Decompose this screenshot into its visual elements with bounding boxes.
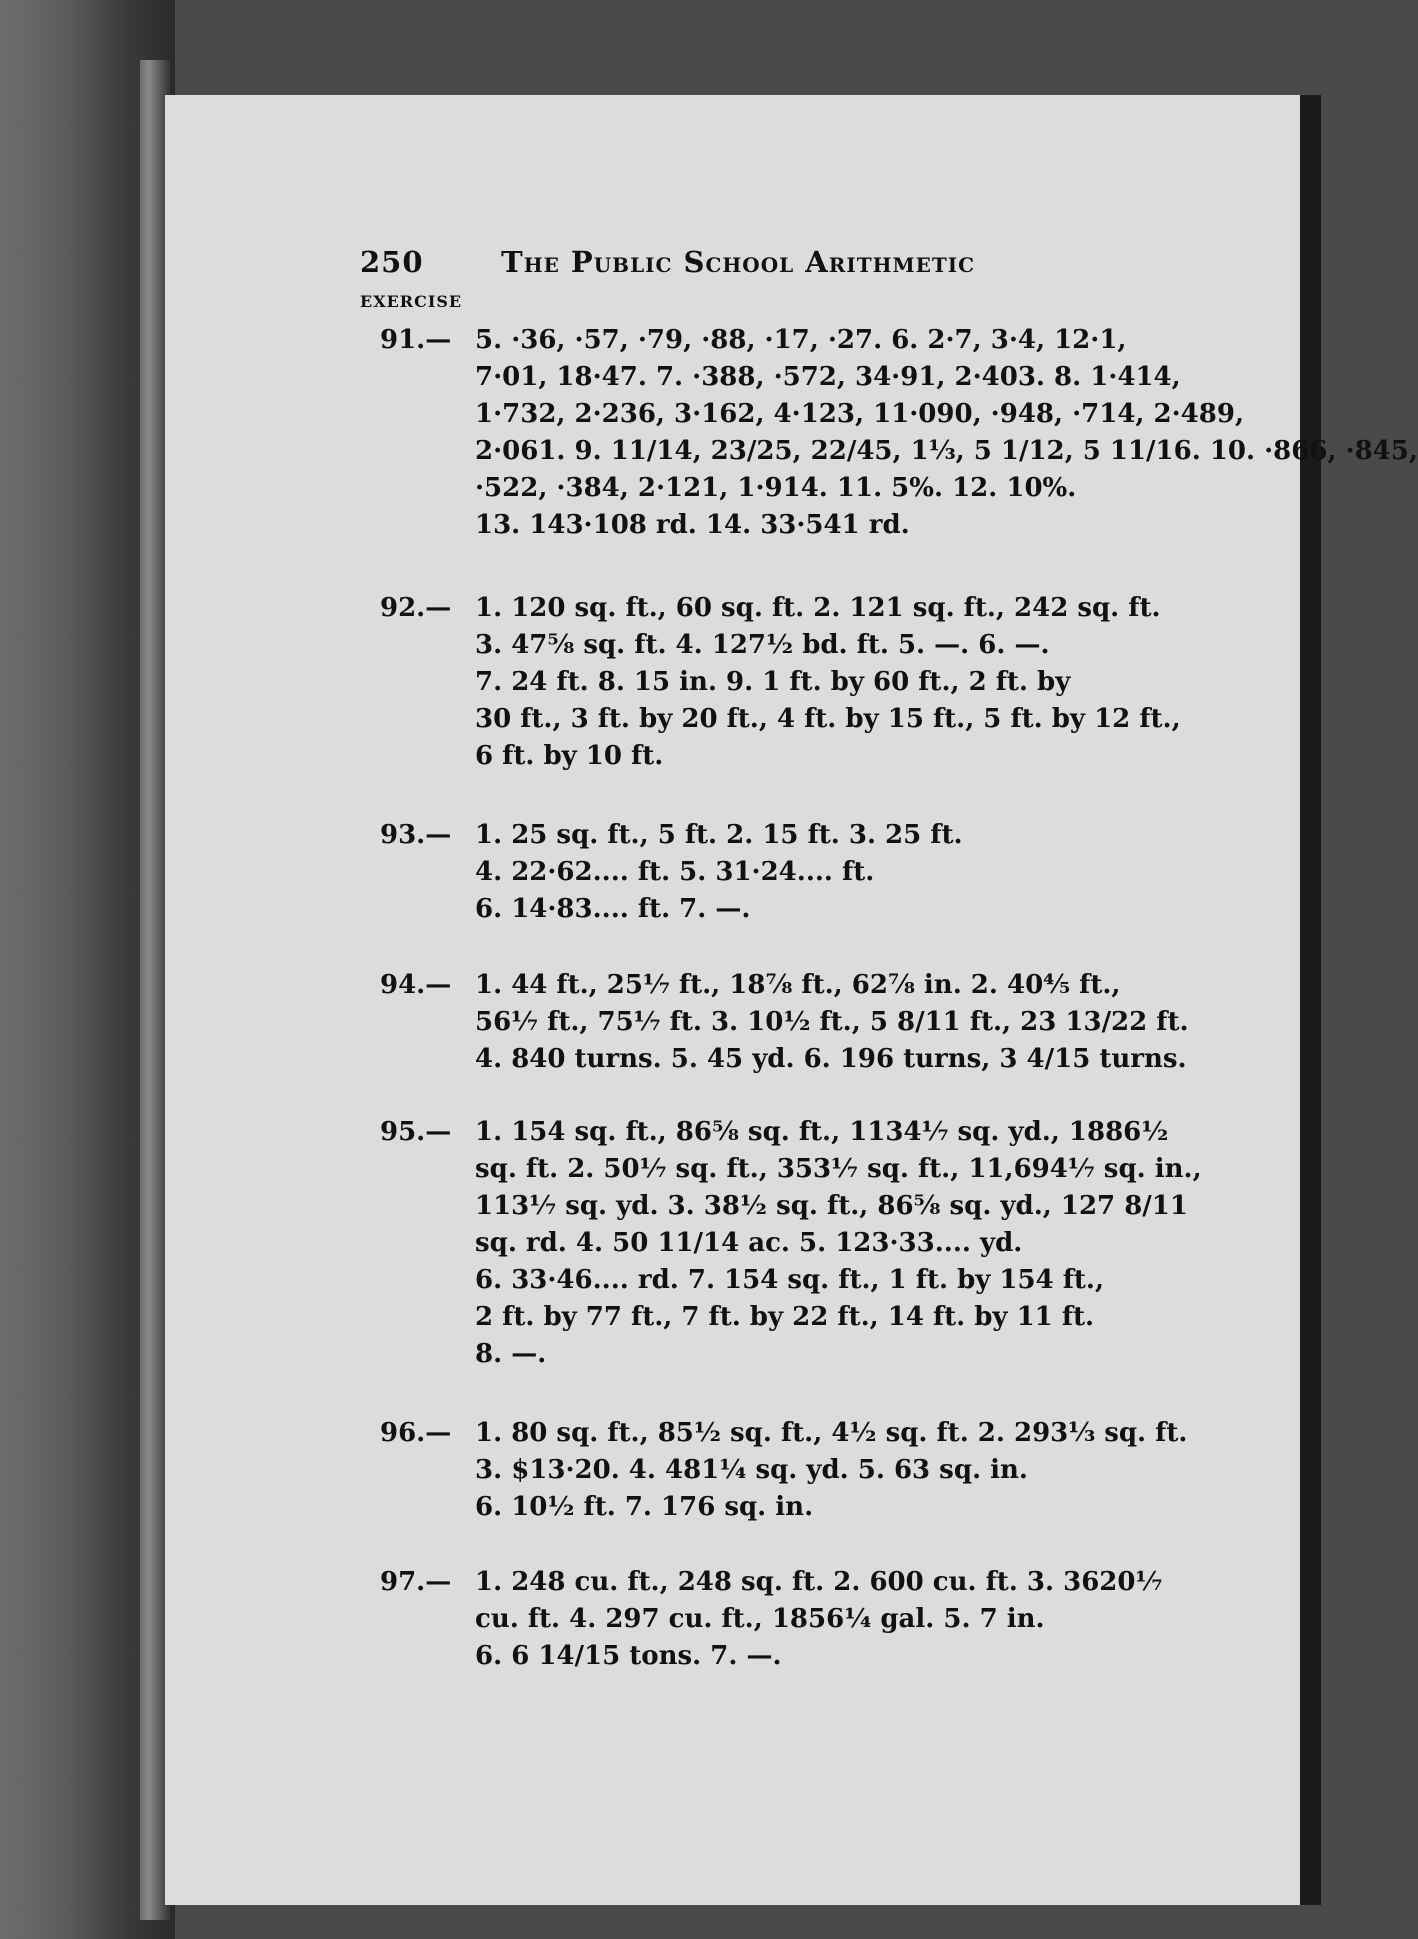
- answer-line: 1. 120 sq. ft., 60 sq. ft. 2. 121 sq. ft., 242 sq. ft.: [475, 593, 1161, 623]
- page-title: The Public School Arithmetic: [501, 245, 976, 279]
- exercise-number: 95.—: [380, 1117, 452, 1147]
- exercise-number: 92.—: [380, 593, 452, 623]
- answer-line: 8. —.: [475, 1339, 547, 1369]
- answer-line: ·522, ·384, 2·121, 1·914. 11. 5%. 12. 10%.: [475, 473, 1077, 503]
- answer-line: 2 ft. by 77 ft., 7 ft. by 22 ft., 14 ft. by 11 ft.: [475, 1302, 1095, 1332]
- answer-line: 4. 840 turns. 5. 45 yd. 6. 196 turns, 3 4/15 turns.: [475, 1044, 1187, 1074]
- answer-line: 5. ·36, ·57, ·79, ·88, ·17, ·27. 6. 2·7, 3·4, 12·1,: [475, 325, 1127, 355]
- answer-line: 4. 22·62.... ft. 5. 31·24.... ft.: [475, 857, 875, 887]
- answer-line: 6. 33·46.... rd. 7. 154 sq. ft., 1 ft. by 154 ft.,: [475, 1265, 1105, 1295]
- exercise-label: EXERCISE: [360, 292, 463, 311]
- exercise-number: 93.—: [380, 820, 452, 850]
- answer-line: 7. 24 ft. 8. 15 in. 9. 1 ft. by 60 ft., 2 ft. by: [475, 667, 1071, 697]
- page-number: 250: [360, 245, 424, 279]
- answer-line: 3. 47⅝ sq. ft. 4. 127½ bd. ft. 5. —. 6. —.: [475, 630, 1050, 660]
- answer-line: 6. 10½ ft. 7. 176 sq. in.: [475, 1492, 814, 1522]
- answer-line: cu. ft. 4. 297 cu. ft., 1856¼ gal. 5. 7 in.: [475, 1604, 1045, 1634]
- answer-line: 1. 80 sq. ft., 85½ sq. ft., 4½ sq. ft. 2. 293⅓ sq. ft.: [475, 1418, 1188, 1448]
- answer-line: 30 ft., 3 ft. by 20 ft., 4 ft. by 15 ft., 5 ft. by 12 ft.,: [475, 704, 1181, 734]
- exercise-number: 94.—: [380, 970, 452, 1000]
- answer-line: 1·732, 2·236, 3·162, 4·123, 11·090, ·948, ·714, 2·489,: [475, 399, 1245, 429]
- answer-line: 2·061. 9. 11/14, 23/25, 22/45, 1⅓, 5 1/12, 5 11/16. 10. ·866, ·845,: [475, 436, 1418, 466]
- answer-line: 7·01, 18·47. 7. ·388, ·572, 34·91, 2·403. 8. 1·414,: [475, 362, 1181, 392]
- answer-line: 6. 14·83.... ft. 7. —.: [475, 894, 751, 924]
- scan-border-right: [1300, 95, 1321, 1905]
- answer-line: 1. 154 sq. ft., 86⅝ sq. ft., 1134⅐ sq. yd., 1886½: [475, 1117, 1169, 1147]
- answer-line: 6. 6 14/15 tons. 7. —.: [475, 1641, 782, 1671]
- exercise-number: 91.—: [380, 325, 452, 355]
- answer-line: 1. 248 cu. ft., 248 sq. ft. 2. 600 cu. ft. 3. 3620⅐: [475, 1567, 1163, 1597]
- exercise-number: 97.—: [380, 1567, 452, 1597]
- answer-line: 3. $13·20. 4. 481¼ sq. yd. 5. 63 sq. in.: [475, 1455, 1028, 1485]
- exercise-number: 96.—: [380, 1418, 452, 1448]
- answer-line: sq. ft. 2. 50⅐ sq. ft., 353⅐ sq. ft., 11,694⅐ sq. in.,: [475, 1154, 1202, 1184]
- answer-line: sq. rd. 4. 50 11/14 ac. 5. 123·33.... yd.: [475, 1228, 1023, 1258]
- answer-line: 1. 44 ft., 25⅐ ft., 18⅞ ft., 62⅞ in. 2. 40⅘ ft.,: [475, 970, 1121, 1000]
- answer-line: 56⅐ ft., 75⅐ ft. 3. 10½ ft., 5 8/11 ft., 23 13/22 ft.: [475, 1007, 1189, 1037]
- answer-line: 6 ft. by 10 ft.: [475, 741, 664, 771]
- answer-line: 13. 143·108 rd. 14. 33·541 rd.: [475, 510, 910, 540]
- running-header: [360, 245, 1080, 279]
- answer-line: 1. 25 sq. ft., 5 ft. 2. 15 ft. 3. 25 ft.: [475, 820, 963, 850]
- answer-line: 113⅐ sq. yd. 3. 38½ sq. ft., 86⅝ sq. yd., 127 8/11: [475, 1191, 1188, 1221]
